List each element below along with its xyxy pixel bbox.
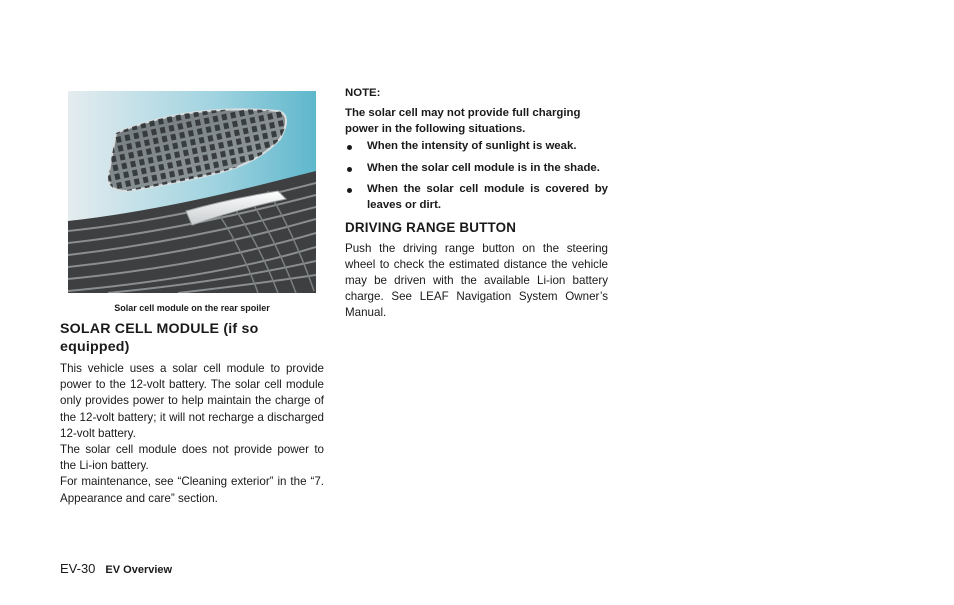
solar-cell-body — [60, 361, 324, 507]
paragraph: This vehicle uses a solar cell module to provide power to the 12-volt battery. The solar cell module only provides power to help maintain the charge of the 12-volt battery; it will not recharge a discharged 12-volt battery. — [60, 362, 324, 440]
figure-caption: Solar cell module on the rear spoiler — [114, 303, 270, 313]
page-footer — [60, 561, 172, 576]
driving-range-paragraph: Push the driving range button on the steering wheel to check the estimated distance the vehicle may be driven with the available Li-ion battery charge. See LEAF Navigation System Owner’s Manual. — [345, 242, 608, 319]
solar-cell-illustration-graphic — [68, 91, 316, 293]
solar-cell-illustration — [68, 91, 316, 293]
page-number: EV-30 — [60, 561, 96, 576]
section-heading-solar-cell: SOLAR CELL MODULE (if so equipped) — [60, 321, 259, 355]
paragraph: The solar cell module does not provide power to the Li-ion battery. — [60, 443, 324, 473]
list-item: When the intensity of sunlight is weak. — [345, 139, 608, 155]
list-item: When the solar cell module is in the shade. — [345, 161, 608, 177]
paragraph: For maintenance, see “Cleaning exterior” in the “7. Appearance and care” section. — [60, 475, 324, 505]
note-label: NOTE: — [345, 87, 381, 99]
note-bullet-list — [345, 139, 608, 213]
footer-section-title: EV Overview — [105, 564, 173, 576]
right-column — [345, 85, 608, 321]
list-item: When the solar cell module is covered by leaves or dirt. — [345, 182, 608, 213]
note-text: The solar cell may not provide full charging power in the following situations. — [345, 107, 581, 135]
section-heading-driving-range: DRIVING RANGE BUTTON — [345, 220, 517, 235]
